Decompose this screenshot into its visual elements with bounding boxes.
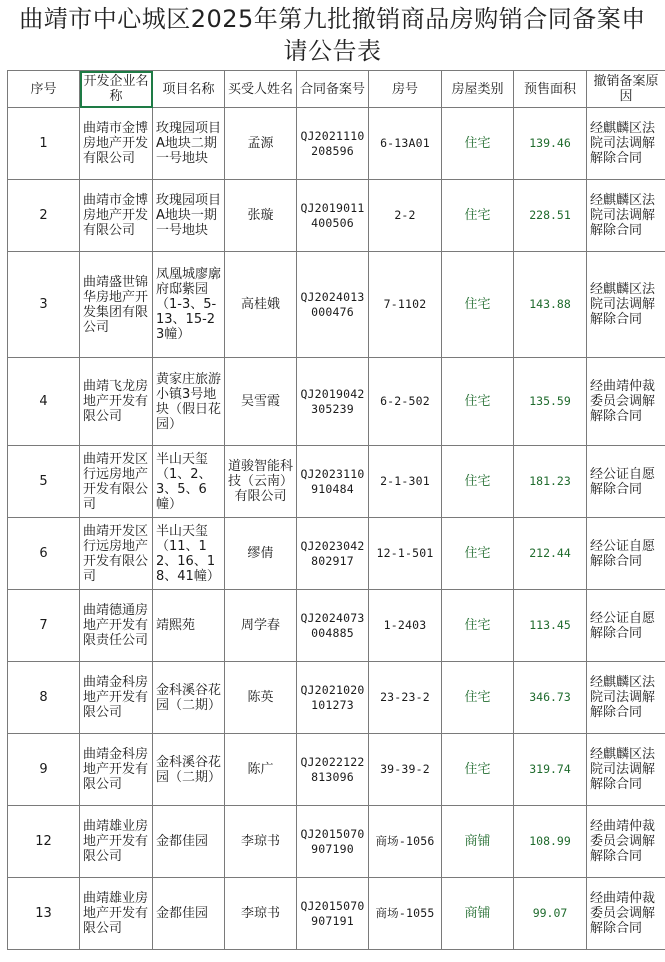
cell-room[interactable]: 6-2-502 (369, 358, 442, 446)
cell-company[interactable]: 曲靖德通房地产开发有限责任公司 (80, 590, 153, 662)
cell-project[interactable]: 靖熙苑 (153, 590, 225, 662)
table-row (8, 518, 665, 590)
cell-buyer[interactable]: 李琼书 (225, 806, 297, 878)
cell-project[interactable]: 玫瑰园项目A地块二期一号地块 (153, 108, 225, 180)
cell-contract[interactable]: QJ2015070907190 (297, 806, 369, 878)
cell-project[interactable]: 半山天玺（1、2、3、5、6幢） (153, 446, 225, 518)
cell-room[interactable]: 商场-1056 (369, 806, 442, 878)
cell-room[interactable]: 7-1102 (369, 252, 442, 358)
cell-type[interactable]: 住宅 (442, 446, 514, 518)
cell-project[interactable]: 金都佳园 (153, 878, 225, 950)
cell-area[interactable]: 228.51 (514, 180, 587, 252)
col-header-area[interactable]: 预售面积 (514, 71, 587, 108)
table-row (8, 734, 665, 806)
cell-buyer[interactable]: 孟源 (225, 108, 297, 180)
cell-type[interactable]: 住宅 (442, 734, 514, 806)
table-row (8, 806, 665, 878)
cell-room[interactable]: 39-39-2 (369, 734, 442, 806)
cell-reason[interactable]: 经麒麟区法院司法调解解除合同 (587, 108, 665, 180)
cell-room[interactable]: 1-2403 (369, 590, 442, 662)
page-title-text: 曲靖市中心城区2025年第九批撤销商品房购销合同备案申请公告表 (19, 5, 646, 65)
cell-area[interactable]: 346.73 (514, 662, 587, 734)
cell-company[interactable]: 曲靖金科房地产开发有限公司 (80, 734, 153, 806)
cell-reason[interactable]: 经公证自愿解除合同 (587, 446, 665, 518)
table-row (8, 108, 665, 180)
cell-room[interactable]: 2-1-301 (369, 446, 442, 518)
cell-no[interactable]: 12 (8, 806, 80, 878)
cell-company[interactable]: 曲靖开发区行远房地产开发有限公司 (80, 518, 153, 590)
cell-contract[interactable]: QJ2024013000476 (297, 252, 369, 358)
cell-project[interactable]: 金科溪谷花园（二期） (153, 662, 225, 734)
cell-type[interactable]: 住宅 (442, 358, 514, 446)
cell-company[interactable]: 曲靖盛世锦华房地产开发集团有限公司 (80, 252, 153, 358)
col-header-type[interactable]: 房屋类别 (442, 71, 514, 108)
cell-contract[interactable]: QJ2023110910484 (297, 446, 369, 518)
cell-project[interactable]: 玫瑰园项目A地块一期一号地块 (153, 180, 225, 252)
cell-area[interactable]: 99.07 (514, 878, 587, 950)
cell-reason[interactable]: 经曲靖仲裁委员会调解解除合同 (587, 878, 665, 950)
cell-buyer[interactable]: 吴雪霞 (225, 358, 297, 446)
cell-no[interactable]: 9 (8, 734, 80, 806)
cell-buyer[interactable]: 陈英 (225, 662, 297, 734)
cell-contract[interactable]: QJ2021020101273 (297, 662, 369, 734)
cell-area[interactable]: 212.44 (514, 518, 587, 590)
cell-type[interactable]: 住宅 (442, 590, 514, 662)
cell-contract[interactable]: QJ2015070907191 (297, 878, 369, 950)
cell-type[interactable]: 住宅 (442, 180, 514, 252)
table-row (8, 358, 665, 446)
cell-no[interactable]: 6 (8, 518, 80, 590)
cell-reason[interactable]: 经曲靖仲裁委员会调解解除合同 (587, 806, 665, 878)
cell-project[interactable]: 金科溪谷花园（二期） (153, 734, 225, 806)
cell-area[interactable]: 113.45 (514, 590, 587, 662)
cell-area[interactable]: 181.23 (514, 446, 587, 518)
cell-contract[interactable]: QJ2023042802917 (297, 518, 369, 590)
cell-buyer[interactable]: 周学春 (225, 590, 297, 662)
table-row (8, 590, 665, 662)
table-row (8, 662, 665, 734)
cell-room[interactable]: 23-23-2 (369, 662, 442, 734)
cell-reason[interactable]: 经麒麟区法院司法调解解除合同 (587, 180, 665, 252)
page-title (0, 0, 665, 70)
col-header-contract[interactable]: 合同备案号 (297, 71, 369, 108)
cell-reason[interactable]: 经公证自愿解除合同 (587, 590, 665, 662)
cell-area[interactable]: 139.46 (514, 108, 587, 180)
cell-no[interactable]: 2 (8, 180, 80, 252)
cell-no[interactable]: 3 (8, 252, 80, 358)
cell-type[interactable]: 住宅 (442, 518, 514, 590)
cell-no[interactable]: 8 (8, 662, 80, 734)
cell-project[interactable]: 凤凰城廖廓府邸紫园（1-3、5-13、15-23幢） (153, 252, 225, 358)
announcement-table (7, 70, 665, 950)
cell-company[interactable]: 曲靖市金博房地产开发有限公司 (80, 180, 153, 252)
cell-contract[interactable]: QJ2019042305239 (297, 358, 369, 446)
cell-project[interactable]: 半山天玺（11、12、16、18、41幢） (153, 518, 225, 590)
cell-room[interactable]: 商场-1055 (369, 878, 442, 950)
cell-no[interactable]: 13 (8, 878, 80, 950)
cell-project[interactable]: 金都佳园 (153, 806, 225, 878)
cell-room[interactable]: 6-13A01 (369, 108, 442, 180)
table-body (8, 108, 665, 950)
cell-no[interactable]: 5 (8, 446, 80, 518)
cell-contract[interactable]: QJ2024073004885 (297, 590, 369, 662)
cell-no[interactable]: 1 (8, 108, 80, 180)
cell-company[interactable]: 曲靖市金博房地产开发有限公司 (80, 108, 153, 180)
cell-company[interactable]: 曲靖雄业房地产开发有限公司 (80, 878, 153, 950)
cell-type[interactable]: 住宅 (442, 108, 514, 180)
cell-contract[interactable]: QJ2022122813096 (297, 734, 369, 806)
cell-buyer[interactable]: 李琼书 (225, 878, 297, 950)
cell-type[interactable]: 住宅 (442, 252, 514, 358)
header-row (8, 71, 665, 108)
cell-room[interactable]: 12-1-501 (369, 518, 442, 590)
cell-type[interactable]: 商铺 (442, 878, 514, 950)
col-header-reason[interactable]: 撤销备案原因 (587, 71, 665, 108)
cell-reason[interactable]: 经曲靖仲裁委员会调解解除合同 (587, 358, 665, 446)
cell-no[interactable]: 4 (8, 358, 80, 446)
cell-contract[interactable]: QJ2021110208596 (297, 108, 369, 180)
cell-buyer[interactable]: 陈广 (225, 734, 297, 806)
cell-no[interactable]: 7 (8, 590, 80, 662)
cell-buyer[interactable]: 高桂娥 (225, 252, 297, 358)
col-header-project[interactable]: 项目名称 (153, 71, 225, 108)
cell-type[interactable]: 住宅 (442, 662, 514, 734)
cell-buyer[interactable]: 张璇 (225, 180, 297, 252)
cell-company[interactable]: 曲靖雄业房地产开发有限公司 (80, 806, 153, 878)
table-row (8, 180, 665, 252)
cell-contract[interactable]: QJ2019011400506 (297, 180, 369, 252)
cell-company[interactable]: 曲靖金科房地产开发有限公司 (80, 662, 153, 734)
cell-room[interactable]: 2-2 (369, 180, 442, 252)
cell-buyer[interactable]: 缪倩 (225, 518, 297, 590)
table-row (8, 446, 665, 518)
cell-reason[interactable]: 经公证自愿解除合同 (587, 518, 665, 590)
cell-buyer[interactable]: 道骏智能科技（云南）有限公司 (225, 446, 297, 518)
cell-project[interactable]: 黄家庄旅游小镇3号地块（假日花园） (153, 358, 225, 446)
cell-area[interactable]: 108.99 (514, 806, 587, 878)
cell-reason[interactable]: 经麒麟区法院司法调解解除合同 (587, 734, 665, 806)
col-header-no[interactable]: 序号 (8, 71, 80, 108)
cell-reason[interactable]: 经麒麟区法院司法调解解除合同 (587, 662, 665, 734)
cell-area[interactable]: 135.59 (514, 358, 587, 446)
col-header-company[interactable]: 开发企业名称 (80, 71, 153, 108)
col-header-buyer[interactable]: 买受人姓名 (225, 71, 297, 108)
cell-reason[interactable]: 经麒麟区法院司法调解解除合同 (587, 252, 665, 358)
cell-company[interactable]: 曲靖飞龙房地产开发有限公司 (80, 358, 153, 446)
cell-area[interactable]: 143.88 (514, 252, 587, 358)
cell-type[interactable]: 商铺 (442, 806, 514, 878)
col-header-room[interactable]: 房号 (369, 71, 442, 108)
cell-area[interactable]: 319.74 (514, 734, 587, 806)
table-row (8, 878, 665, 950)
table-row (8, 252, 665, 358)
cell-company[interactable]: 曲靖开发区行远房地产开发有限公司 (80, 446, 153, 518)
